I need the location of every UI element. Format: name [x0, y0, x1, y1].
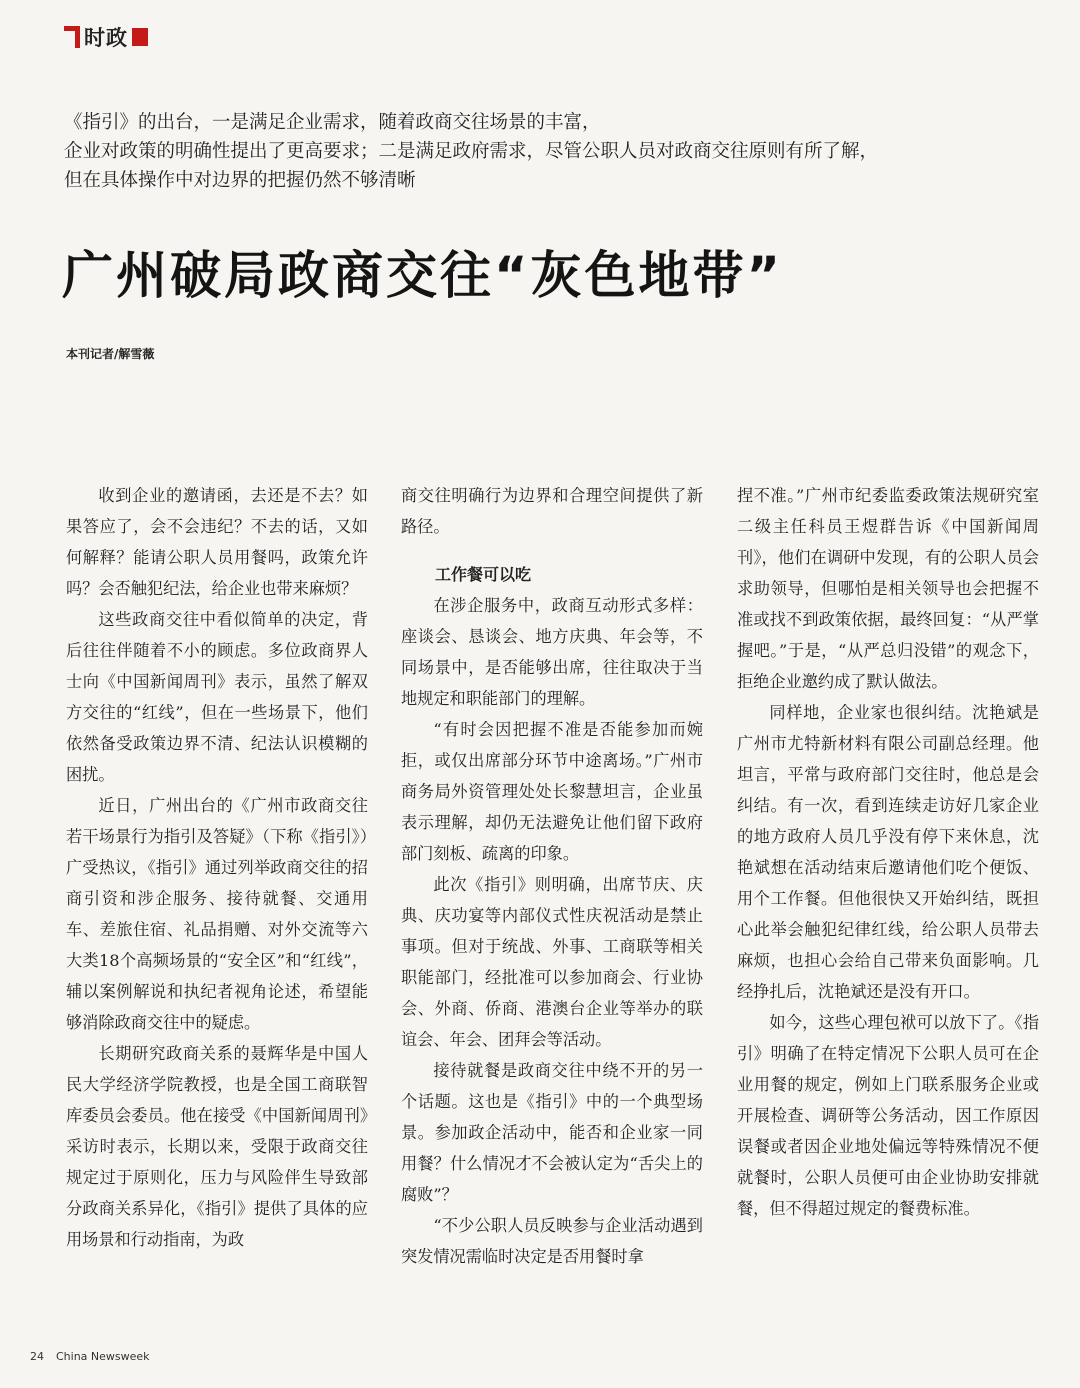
paragraph: “不少公职人员反映参与企业活动遇到突发情况需临时决定是否用餐时拿	[401, 1216, 703, 1266]
body-column-3	[737, 480, 1039, 1224]
paragraph: 在涉企服务中，政商互动形式多样：座谈会、恳谈会、地方庆典、年会等，不同场景中，是否能够出席，往往取决于当地规定和职能部门的理解。	[401, 596, 703, 708]
section-tag	[64, 22, 148, 52]
paragraph: “有时会因把握不准是否能参加而婉拒，或仅出席部分环节中途离场。”广州市商务局外资管理处处长黎慧坦言，企业虽表示理解，却仍无法避免让他们留下政府部门刻板、疏离的印象。	[401, 720, 703, 863]
section-red-block	[132, 28, 148, 46]
paragraph: 同样地，企业家也很纠结。沈艳斌是广州市尤特新材料有限公司副总经理。他坦言，平常与政府部门交往时，他总是会纠结。有一次，看到连续走访好几家企业的地方政府人员几乎没有停下来休息，沈艳斌想在活动结束后邀请他们吃个便饭、用个工作餐。但他很快又开始纠结，既担心此举会触犯纪律红线，给公职人员带去麻烦，也担心会给自己带来负面影响。几经挣扎后，沈艳斌还是没有开口。	[737, 703, 1039, 1001]
article-deck	[64, 108, 944, 195]
deck-line: 但在具体操作中对边界的把握仍然不够清晰	[64, 170, 416, 191]
paragraph: 如今，这些心理包袱可以放下了。《指引》明确了在特定情况下公职人员可在企业用餐的规定，例如上门联系服务企业或开展检查、调研等公务活动，因工作原因误餐或者因企业地处偏远等特殊情况不便就餐时，公职人员便可由企业协助安排就餐，但不得超过规定的餐费标准。	[737, 1013, 1039, 1218]
byline: 本刊记者/解雪薇	[66, 347, 155, 361]
deck-line: 《指引》的出台，一是满足企业需求，随着政商交往场景的丰富，	[64, 112, 601, 133]
publication-name: China Newsweek	[56, 1350, 150, 1363]
paragraph-continued: 商交往明确行为边界和合理空间提供了新路径。	[401, 486, 703, 536]
paragraph: 接待就餐是政商交往中绕不开的另一个话题。这也是《指引》中的一个典型场景。参加政企活动中，能否和企业家一同用餐？什么情况才不会被认定为“舌尖上的腐败”？	[401, 1061, 703, 1204]
paragraph: 近日，广州出台的《广州市政商交往若干场景行为指引及答疑》（下称《指引》）广受热议，《指引》通过列举政商交往的招商引资和涉企服务、接待就餐、交通用车、差旅住宿、礼品捐赠、对外交流等六大类18个高频场景的“安全区”和“红线”，辅以案例解说和执纪者视角论述，希望能够消除政商交往中的疑虑。	[66, 796, 368, 1032]
article-headline: 广州破局政商交往“灰色地带”	[62, 247, 784, 306]
paragraph-continued: 捏不准。”广州市纪委监委政策法规研究室二级主任科员王煜群告诉《中国新闻周刊》，他们在调研中发现，有的公职人员会求助领导，但哪怕是相关领导也会把握不准或找不到政策依据，最终回复：“从严掌握吧。”于是，“从严总归没错”的观念下，拒绝企业邀约成了默认做法。	[737, 486, 1039, 691]
page-footer	[30, 1350, 150, 1363]
subheading: 工作餐可以吃	[435, 565, 532, 584]
paragraph: 此次《指引》则明确，出席节庆、庆典、庆功宴等内部仪式性庆祝活动是禁止事项。但对于统战、外事、工商联等相关职能部门，经批准可以参加商会、行业协会、外商、侨商、港澳台企业等举办的联谊会、年会、团拜会等活动。	[401, 875, 703, 1049]
section-arrow-icon	[64, 26, 80, 48]
body-column-1	[66, 480, 368, 1255]
paragraph: 这些政商交往中看似简单的决定，背后往往伴随着不小的顾虑。多位政商界人士向《中国新闻周刊》表示，虽然了解双方交往的“红线”，但在一些场景下，他们依然备受政策边界不清、纪法认识模糊的困扰。	[66, 610, 368, 784]
paragraph: 收到企业的邀请函，去还是不去？如果答应了，会不会违纪？不去的话，又如何解释？能请公职人员用餐吗，政策允许吗？会否触犯纪法，给企业也带来麻烦？	[66, 486, 368, 598]
deck-line: 企业对政策的明确性提出了更高要求；二是满足政府需求，尽管公职人员对政商交往原则有所了解，	[64, 141, 879, 162]
section-label: 时政	[84, 26, 128, 50]
page-number: 24	[30, 1350, 44, 1363]
paragraph: 长期研究政商关系的聂辉华是中国人民大学经济学院教授，也是全国工商联智库委员会委员。他在接受《中国新闻周刊》采访时表示，长期以来，受限于政商交往规定过于原则化，压力与风险伴生导致部分政商关系异化，《指引》提供了具体的应用场景和行动指南，为政	[66, 1044, 368, 1249]
body-column-2	[401, 480, 703, 1272]
